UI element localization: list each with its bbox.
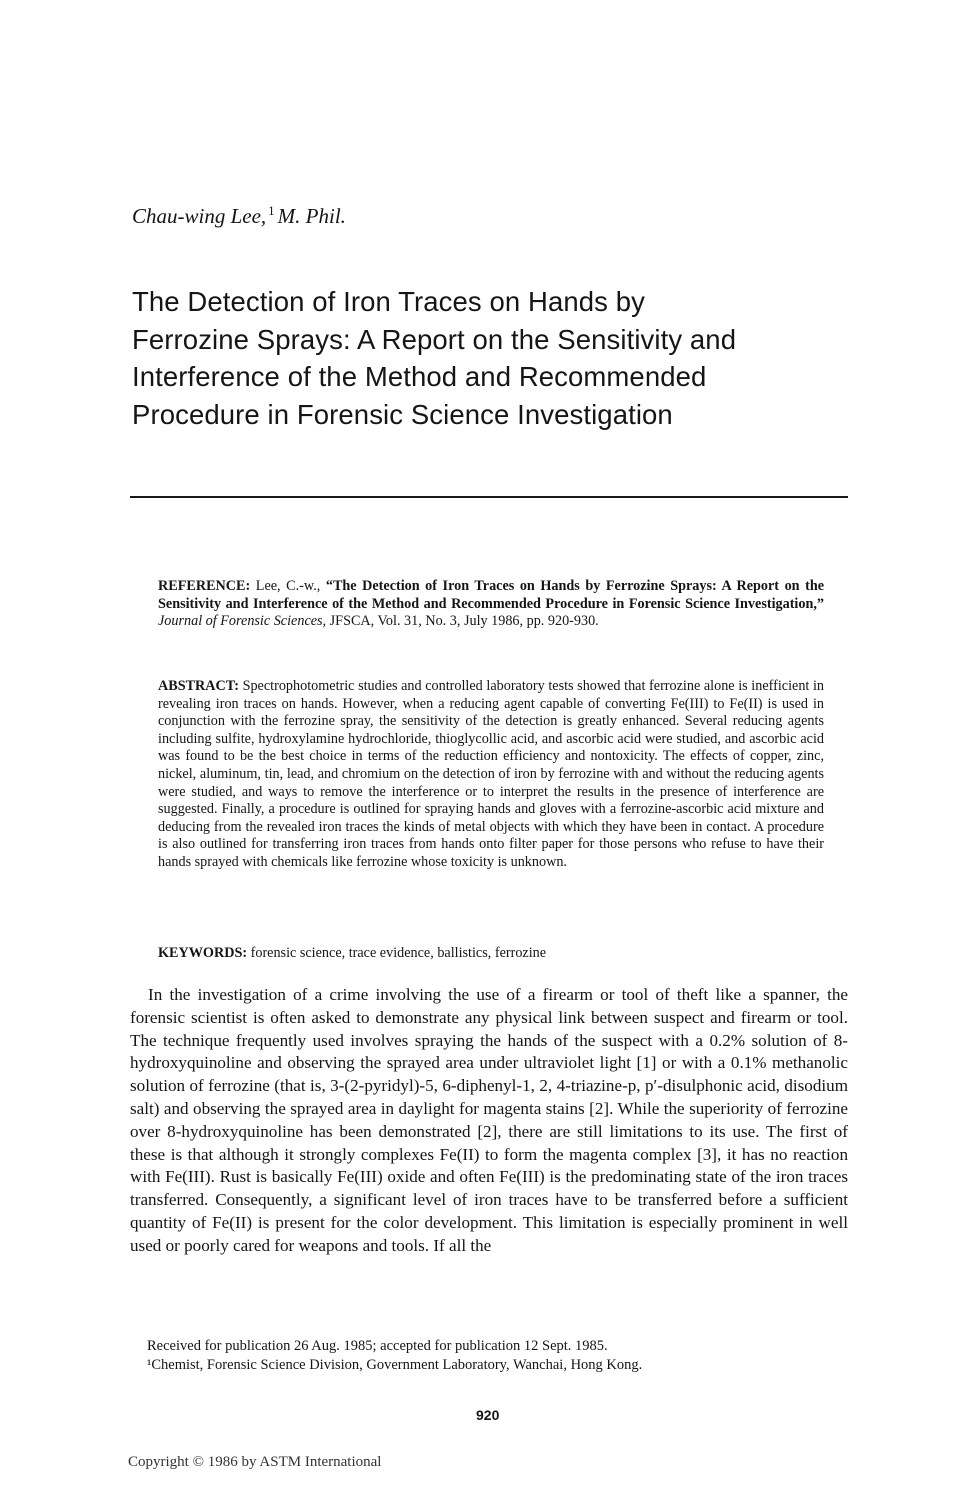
title-line: Ferrozine Sprays: A Report on the Sensitivity and xyxy=(132,323,737,355)
copyright-notice: Copyright © 1986 by ASTM International xyxy=(128,1454,382,1470)
reference-label: REFERENCE: xyxy=(158,578,251,594)
keywords-label: KEYWORDS: xyxy=(158,945,248,961)
title-line: Procedure in Forensic Science Investigation xyxy=(132,398,673,430)
author-name: Chau-wing Lee, xyxy=(132,204,267,228)
keywords-text: forensic science, trace evidence, ballistics, ferrozine xyxy=(250,945,547,961)
title-line: Interference of the Method and Recommended xyxy=(132,361,707,392)
title-divider xyxy=(130,496,848,498)
abstract-label: ABSTRACT: xyxy=(158,678,239,694)
footnotes xyxy=(147,1337,642,1375)
reference-title: “The Detection of Iron Traces on Hands by Ferrozine Sprays: A Report on the Sensitivity and Interference of the Method and Recommended Procedure in Forensic Science Investigation,” xyxy=(158,578,825,612)
paper-title xyxy=(132,283,872,433)
page-number: 920 xyxy=(476,1407,500,1423)
reference-block xyxy=(158,578,824,631)
abstract-block xyxy=(158,678,824,872)
body-text xyxy=(130,984,848,1258)
reference-authors: Lee, C.-w., xyxy=(255,578,321,594)
abstract-text: Spectrophotometric studies and controlled laboratory tests showed that ferrozine alone is inefficient in revealing iron traces on hands. However, when a reducing agent capable of converting Fe(III) to Fe(II) is used in conjunction with the ferrozine spray, the sensitivity of the detection is greatly enhanced. Several reducing agents including sulfite, hydroxylamine hydrochloride, thioglycollic acid, and ascorbic acid were studied, and ascorbic acid was found to be the best choice in terms of the reduction efficiency and nontoxicity. The effects of copper, zinc, nickel, aluminum, tin, lead, and chromium on the detection of iron by ferrozine with and without the reducing agents were studied, and ways to remove the interference or to interpret the results in the presence of interference are suggested. Finally, a procedure is outlined for spraying hands and gloves with a ferrozine-ascorbic acid mixture and deducing from the revealed iron traces the kinds of metal objects with which they have been in contact. A procedure is also outlined for transferring iron traces from hands onto filter paper for those persons who refuse to have their hands sprayed with chemicals like ferrozine whose toxicity is unknown. xyxy=(158,678,825,870)
reference-details: JFSCA, Vol. 31, No. 3, July 1986, pp. 920-930. xyxy=(329,613,599,630)
footnote-affiliation: ¹Chemist, Forensic Science Division, Government Laboratory, Wanchai, Hong Kong. xyxy=(147,1357,643,1373)
title-line: The Detection of Iron Traces on Hands by xyxy=(132,286,646,317)
reference-journal: Journal of Forensic Sciences, xyxy=(158,613,327,630)
author-affiliation-mark: 1 xyxy=(268,203,275,218)
keywords-block xyxy=(158,945,824,963)
author-line xyxy=(132,203,346,229)
author-degree: M. Phil. xyxy=(277,204,346,228)
body-paragraph: In the investigation of a crime involving the use of a firearm or tool of theft like a spanner, the forensic scientist is often asked to demonstrate any physical link between suspect and firearm or tool. The technique frequently used involves spraying the hands of the suspect with a 0.2% solution of 8-hydroxyquinoline and observing the sprayed area under ultraviolet light [1] or with a 0.1% methanolic solution of ferrozine (that is, 3-(2-pyridyl)-5, 6-diphenyl-1, 2, 4-triazine-p, p′-disulphonic acid, disodium salt) and observing the sprayed area in daylight for magenta stains [2]. While the superiority of ferrozine over 8-hydroxyquinoline has been demonstrated [2], there are still limitations to its use. The first of these is that although it strongly complexes Fe(II) to form the magenta complex [3], it has no reaction with Fe(III). Rust is basically Fe(III) oxide and often Fe(III) is the predominating state of the iron traces transferred. Consequently, a significant level of iron traces have to be transferred before a sufficient quantity of Fe(II) is present for the color development. This limitation is especially prominent in well used or poorly cared for weapons and tools. If all the xyxy=(130,985,848,1255)
footnote-received: Received for publication 26 Aug. 1985; accepted for publication 12 Sept. 1985. xyxy=(147,1338,608,1354)
